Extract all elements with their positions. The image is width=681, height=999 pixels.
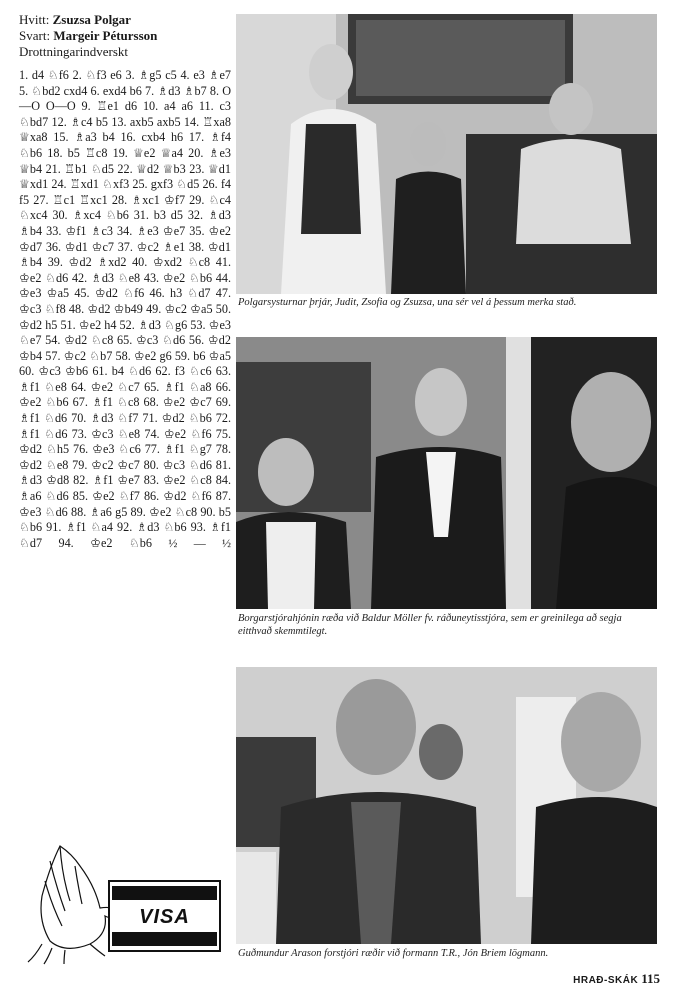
caption-photo-1: Polgarsysturnar þrjár, Judit, Zsofia og Zsuzsa, una sér vel á þessum merka stað.: [238, 297, 577, 308]
black-player: Margeir Pétursson: [53, 28, 158, 43]
magazine-name: HRAÐ-SKÁK: [573, 975, 639, 986]
photo-gudmundur-arason-image: [236, 667, 657, 944]
white-player: Zsuzsa Polgar: [52, 12, 131, 27]
page-number: 115: [641, 971, 660, 986]
visa-card-logo: [108, 880, 221, 952]
white-label: Hvitt:: [19, 12, 50, 27]
visa-bottom-stripe: [112, 932, 217, 946]
photo-gudmundur-arason: [236, 667, 657, 944]
opening-name: Drottningarindverskt: [19, 44, 129, 59]
caption-photo-2: Borgarstjórahjónin ræða við Baldur Möller fv. ráðuneytisstjóra, sem er greinilega að segja eitthvað skemmtilegt.: [238, 613, 622, 637]
photo-polgar-sisters: [236, 14, 657, 294]
visa-text: VISA: [139, 906, 190, 928]
white-player-line: [19, 12, 231, 28]
game-score-column: [19, 12, 231, 551]
visa-top-stripe: [112, 886, 217, 900]
move-list: [19, 68, 231, 551]
photo-mayor-couple-image: [236, 337, 657, 609]
photo-mayor-couple: [236, 337, 657, 609]
photo-polgar-sisters-image: [236, 14, 657, 294]
game-result: ½ — ½: [168, 535, 232, 550]
moves-text: 1. d4 ♘f6 2. ♘f3 e6 3. ♗g5 c5 4. e3 ♗e7 5. ♘bd2 cxd4 6. exd4 b6 7. ♗d3 ♗b7 8. O—O O—O 9. ♖e1 d6 10. a4 a6 11. c3 ♘bd7 12. ♗c4 b5 13. axb5 axb5 14. ♖xa8 ♕xa8 15. ♗a3 b4 16. cxb4 h6 17. ♗f4 ♘b6 18. b5 ♖c8 19. ♕e2 ♕a4 20. ♗e3 ♕b4 21. ♖b1 ♘d5 22. ♕d2 ♕b3 23. ♕d1 ♕xd1 24. ♖xd1 ♘xf3 25. gxf3 ♘d5 26. f4 f5 27. ♖c1 ♖xc1 28. ♗xc1 ♔f7 29. ♘c4 ♘xc4 30. ♗xc4 ♘b6 31. b3 d5 32. ♗d3 ♗b4 33. ♔f1 ♗c3 34. ♗e3 ♔e7 35. ♔e2 ♔d7 36. ♔d1 ♔c7 37. ♔c2 ♗e1 38. ♔d1 ♗b4 39. ♔d2 ♗xd2 40. ♔xd2 ♘c8 41. ♔e2 ♘d6 42. ♗d3 ♘e8 43. ♔e2 ♘b6 44. ♔e3 ♔a5 45. ♔d2 ♘f6 46. h3 ♘d7 47. ♔c3 ♘f8 48. ♔d2 ♔b49 49. ♔c2 ♔a5 50. ♔d2 h5 51. ♔e2 h4 52. ♗d3 ♘g6 53. ♔e3 ♘e7 54. ♔d2 ♘c8 65. ♔c3 ♘d6 56. ♔d2 ♔b4 57. ♔c2 ♘b7 58. ♔e2 g6 59. b6 ♔a5 60. ♔c3 ♔b6 61. b4 ♘d6 62. f3 ♘c6 63. ♗f1 ♘e8 64. ♔e2 ♘c7 65. ♗f1 ♘a8 66. ♔e2 ♘b6 67. ♗f1 ♘c8 68. ♔e2 ♔c7 69. ♗f1 ♘d6 70. ♗d3 ♘f7 71. ♔d2 ♘b6 72. ♗f1 ♘d6 73. ♔c3 ♘e8 74. ♔e2 ♘f6 75. ♔d2 ♘h5 76. ♔e3 ♘c6 77. ♗f1 ♘g7 78. ♔d2 ♘e8 79. ♔c2 ♔c7 80. ♔c3 ♘d6 81. ♗d3 ♔d8 82. ♗f1 ♔e7 83. ♔e2 ♘c8 84. ♗a6 ♘d6 85. ♔e2 ♘f7 86. ♔d2 ♘f6 87. ♔e3 ♘d6 88. ♗a6 g5 89. ♔e2 ♘c8 90. b5 ♘b6 91. ♗f1 ♘a4 92. ♗d3 ♘b6 93. ♗f1 ♘d7 94. ♔e2 ♘b6: [19, 68, 231, 550]
caption-photo-3: Guðmundur Arason forstjóri ræðir við formann T.R., Jón Briem lögmann.: [238, 948, 549, 959]
black-label: Svart:: [19, 28, 51, 43]
page-footer: [573, 971, 660, 987]
black-player-line: [19, 28, 231, 44]
